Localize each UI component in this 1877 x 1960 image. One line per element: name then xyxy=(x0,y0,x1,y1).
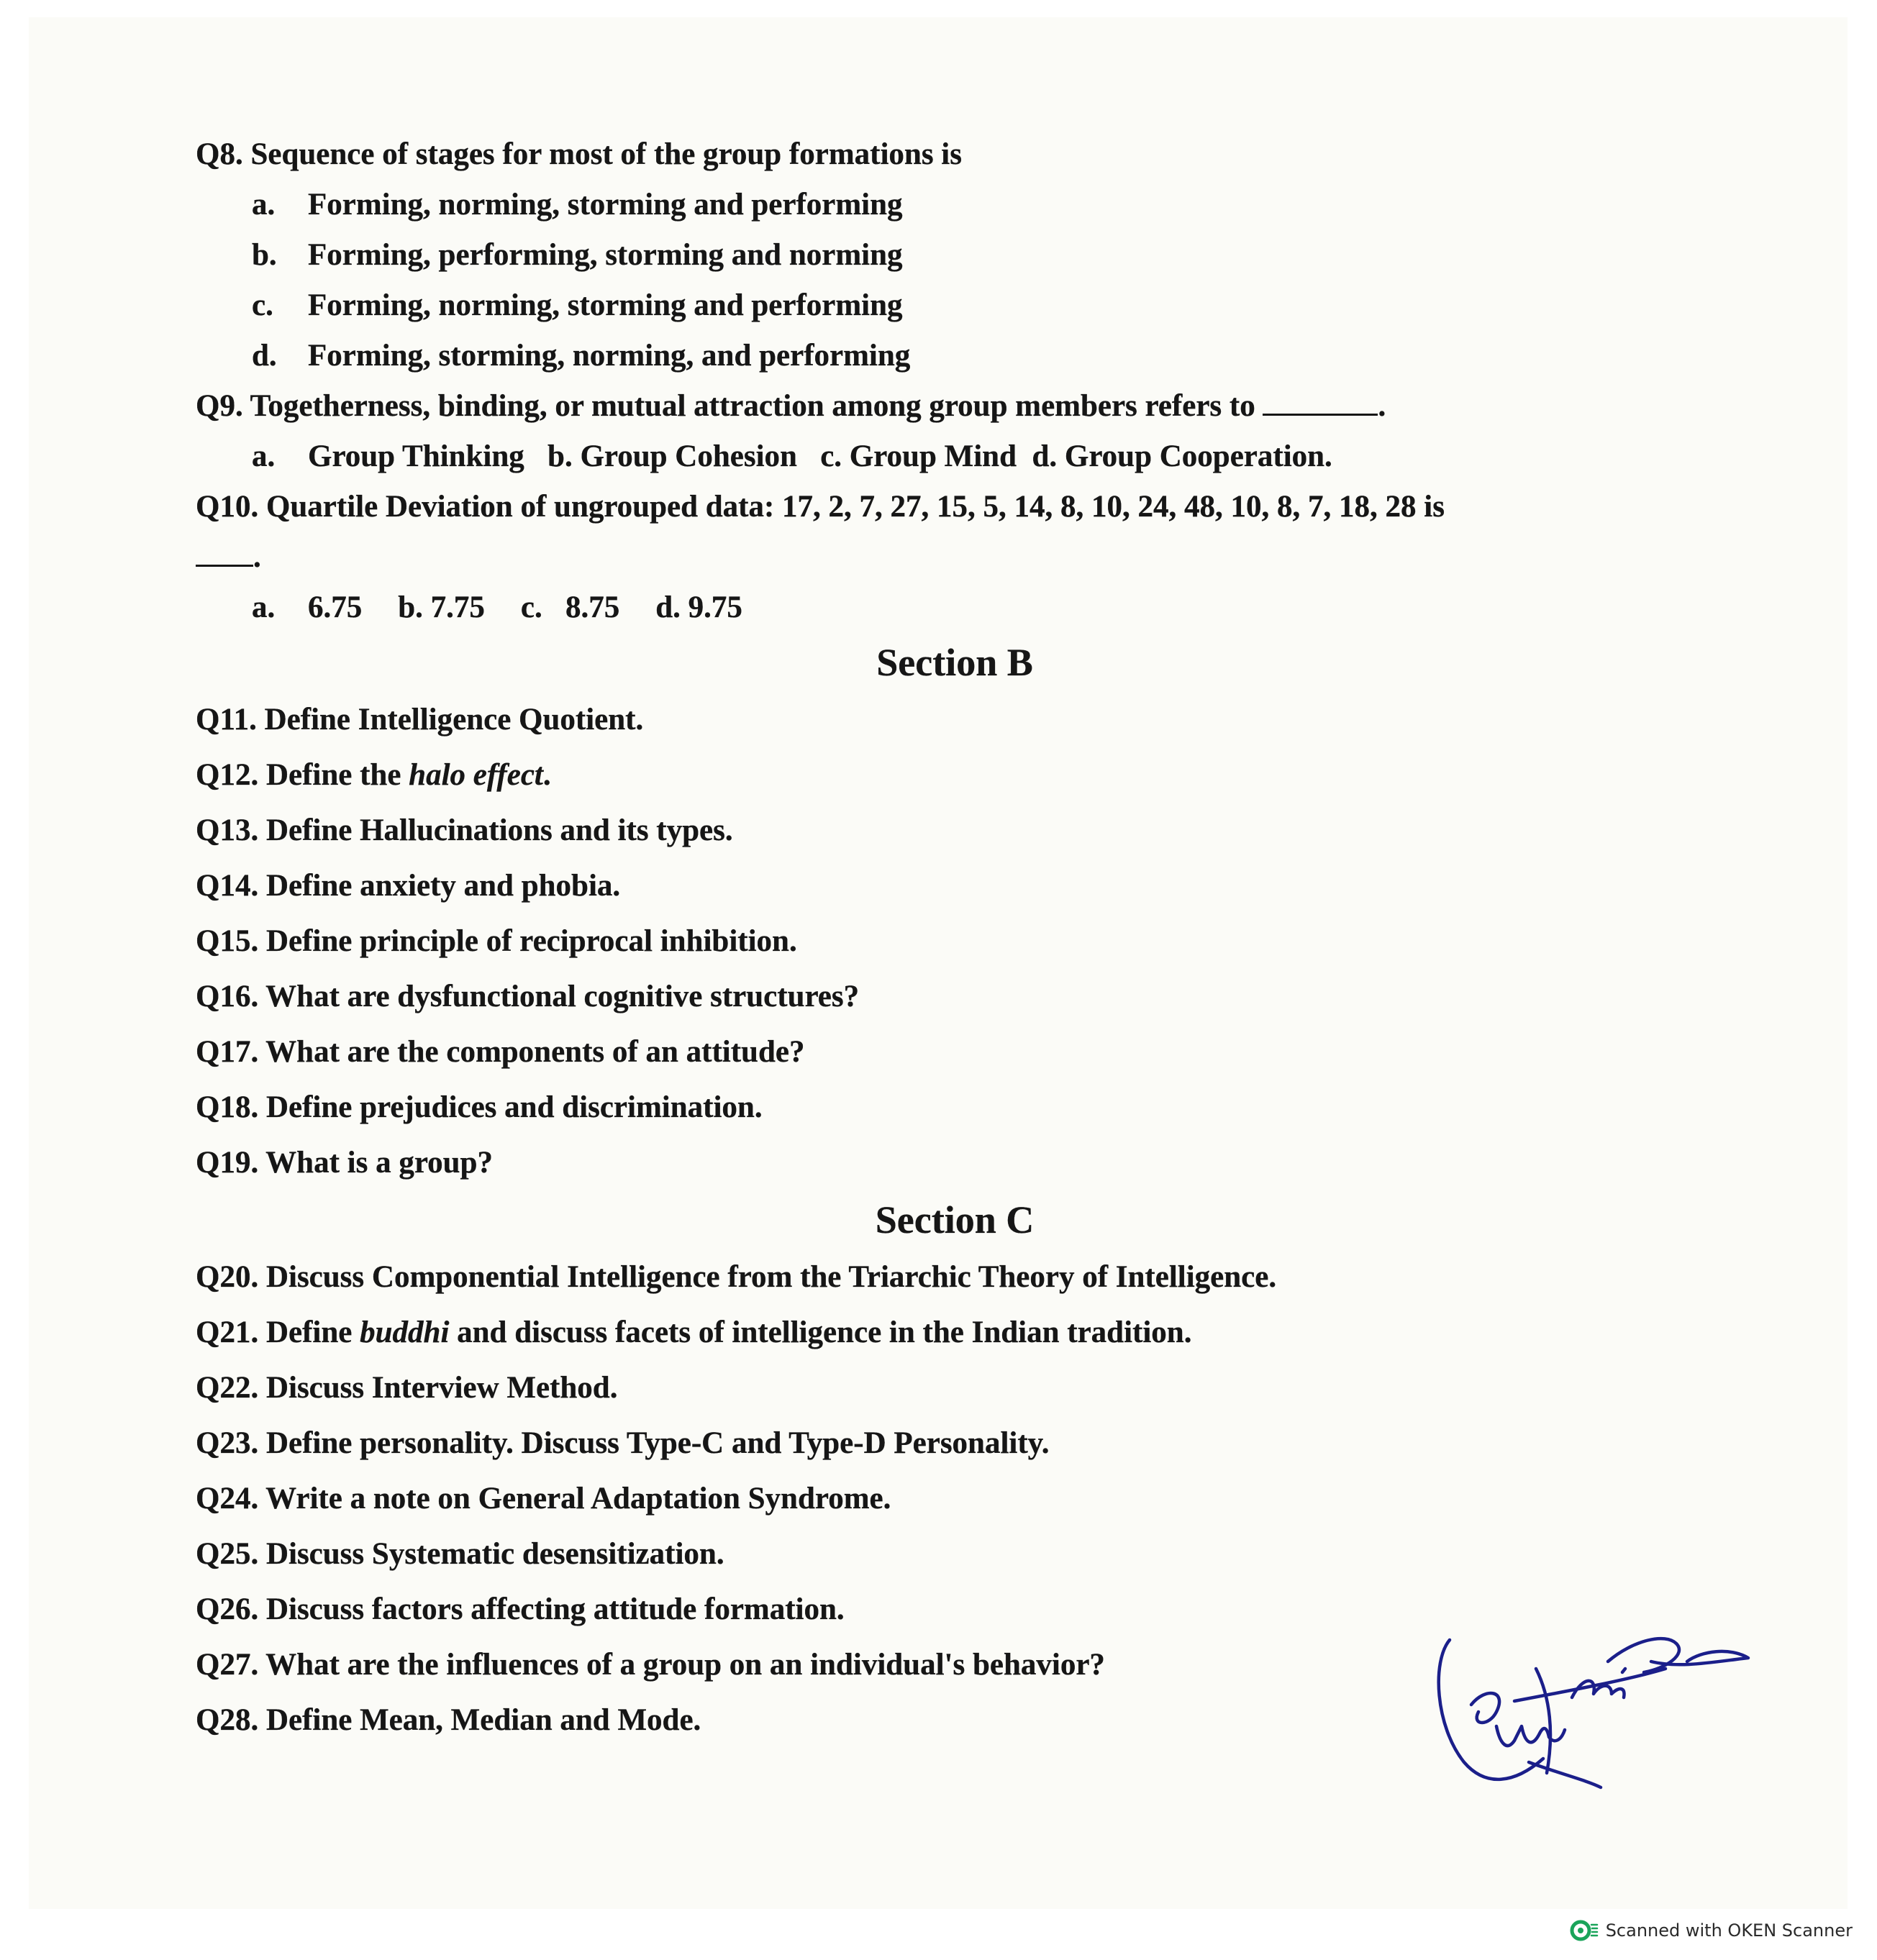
option-letter: a. xyxy=(252,591,276,624)
question-q27: Q27. What are the influences of a group on an individual's behavior? xyxy=(196,1648,1105,1682)
scanner-footer-text: Scanned with OKEN Scanner xyxy=(1605,1920,1853,1941)
q9-option-c: c. Group Mind xyxy=(820,439,1017,473)
question-q22: Q22. Discuss Interview Method. xyxy=(196,1371,618,1405)
question-q21 xyxy=(196,1305,1728,1360)
q8-option-c xyxy=(196,281,1728,331)
question-q28: Q28. Define Mean, Median and Mode. xyxy=(196,1703,701,1737)
question-q14: Q14. Define anxiety and phobia. xyxy=(196,869,621,903)
question-q10: Q10. Quartile Deviation of ungrouped data: 17, 2, 7, 27, 15, 5, 14, 8, 10, 24, 48, 10, 8, 7, 18, 28 is xyxy=(196,490,1445,524)
question-q25: Q25. Discuss Systematic desensitization. xyxy=(196,1537,724,1571)
option-text: Forming, norming, storming and performing xyxy=(308,188,903,222)
q9-option-a: Group Thinking xyxy=(308,439,524,473)
q10-blank-line xyxy=(196,532,1728,583)
question-q24: Q24. Write a note on General Adaptation Syndrome. xyxy=(196,1482,891,1515)
q21-prefix: Q21. Define xyxy=(196,1316,353,1349)
question-q16: Q16. What are dysfunctional cognitive structures? xyxy=(196,980,860,1013)
option-letter: c. xyxy=(520,591,542,624)
q9-end: . xyxy=(1378,389,1386,423)
question-q15: Q15. Define principle of reciprocal inhibition. xyxy=(196,924,797,958)
q12-suffix: . xyxy=(542,758,551,792)
question-q8: Q8. Sequence of stages for most of the group formations is xyxy=(196,137,962,171)
q9-option-b: b. Group Cohesion xyxy=(547,439,797,473)
q9-option-d: d. Group Cooperation. xyxy=(1032,439,1332,473)
question-q12 xyxy=(196,747,1728,803)
option-letter: b. xyxy=(252,238,277,272)
question-q9 xyxy=(196,381,1728,432)
q10-option-b: b. 7.75 xyxy=(398,591,485,624)
option-letter: c. xyxy=(252,288,273,322)
option-text: Forming, performing, storming and norming xyxy=(308,238,903,272)
option-letter: d. xyxy=(252,339,277,373)
q9-options xyxy=(196,432,1728,482)
q10-option-d: d. 9.75 xyxy=(655,591,742,624)
q8-option-a xyxy=(196,180,1728,230)
option-letter: a. xyxy=(252,188,276,222)
q8-option-b xyxy=(196,230,1728,281)
question-q18: Q18. Define prejudices and discrimination. xyxy=(196,1090,763,1124)
question-q19: Q19. What is a group? xyxy=(196,1146,493,1180)
q10-options xyxy=(196,583,1728,633)
question-q20: Q20. Discuss Componential Intelligence from the Triarchic Theory of Intelligence. xyxy=(196,1260,1277,1294)
exam-sheet xyxy=(196,129,1728,1748)
oken-scanner-logo-icon xyxy=(1570,1918,1599,1943)
question-q23: Q23. Define personality. Discuss Type-C and Type-D Personality. xyxy=(196,1426,1050,1460)
q10-end: . xyxy=(253,540,261,574)
question-q13: Q13. Define Hallucinations and its types. xyxy=(196,813,733,847)
option-letter: a. xyxy=(252,439,276,473)
question-q26: Q26. Discuss factors affecting attitude formation. xyxy=(196,1592,845,1626)
q21-suffix: and discuss facets of intelligence in the Indian tradition. xyxy=(457,1316,1192,1349)
answer-blank xyxy=(196,540,253,567)
q12-prefix: Q12. Define the xyxy=(196,758,401,792)
section-c-heading: Section C xyxy=(875,1198,1035,1241)
question-q11: Q11. Define Intelligence Quotient. xyxy=(196,703,644,737)
q21-italic-term: buddhi xyxy=(360,1316,450,1349)
scanner-footer xyxy=(1570,1918,1853,1943)
answer-blank xyxy=(1263,389,1378,416)
option-text: Forming, storming, norming, and performing xyxy=(308,339,911,373)
q8-option-d xyxy=(196,331,1728,381)
q9-text: Q9. Togetherness, binding, or mutual attraction among group members refers to xyxy=(196,389,1255,423)
section-b-heading: Section B xyxy=(876,641,1033,684)
question-q17: Q17. What are the components of an attitude? xyxy=(196,1035,805,1069)
q10-option-c: 8.75 xyxy=(565,591,620,624)
q12-italic-term: halo effect xyxy=(409,758,543,792)
option-text: Forming, norming, storming and performing xyxy=(308,288,903,322)
q10-option-a: 6.75 xyxy=(308,591,363,624)
handwritten-signature-icon xyxy=(1428,1618,1759,1798)
